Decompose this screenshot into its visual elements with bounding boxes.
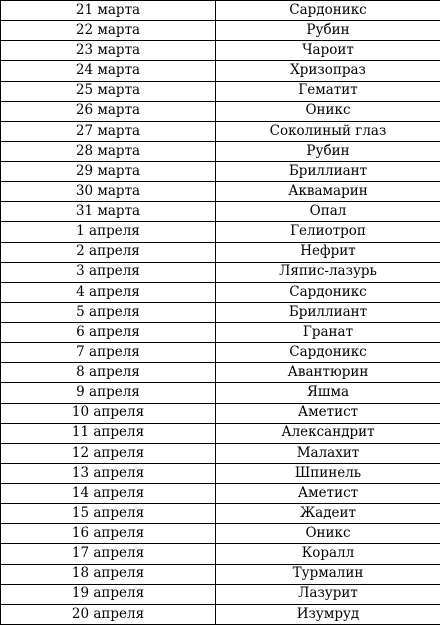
date-cell: 21 марта bbox=[1, 1, 216, 21]
table-row bbox=[1, 1, 440, 21]
date-cell: 14 апреля bbox=[1, 484, 216, 504]
table-row bbox=[1, 423, 440, 443]
table-row bbox=[1, 383, 440, 403]
table-row bbox=[1, 222, 440, 242]
table-row bbox=[1, 323, 440, 343]
stone-cell: Ляпис-лазурь bbox=[216, 262, 440, 282]
date-cell: 23 марта bbox=[1, 41, 216, 61]
table-row bbox=[1, 302, 440, 322]
stone-cell: Бриллиант bbox=[216, 162, 440, 182]
date-cell: 24 марта bbox=[1, 61, 216, 81]
stone-cell: Нефрит bbox=[216, 242, 440, 262]
stone-cell: Шпинель bbox=[216, 463, 440, 483]
table-row bbox=[1, 202, 440, 222]
table-row bbox=[1, 403, 440, 423]
table-row bbox=[1, 484, 440, 504]
stone-cell: Сардоникс bbox=[216, 282, 440, 302]
stone-cell: Аметист bbox=[216, 484, 440, 504]
date-cell: 28 марта bbox=[1, 141, 216, 161]
table-row bbox=[1, 604, 440, 624]
stone-cell: Гелиотроп bbox=[216, 222, 440, 242]
stone-cell: Турмалин bbox=[216, 564, 440, 584]
date-cell: 3 апреля bbox=[1, 262, 216, 282]
stone-cell: Рубин bbox=[216, 21, 440, 41]
table-row bbox=[1, 282, 440, 302]
table-row bbox=[1, 443, 440, 463]
stone-cell: Коралл bbox=[216, 544, 440, 564]
table-row bbox=[1, 41, 440, 61]
table-row bbox=[1, 524, 440, 544]
stone-cell: Опал bbox=[216, 202, 440, 222]
table-row bbox=[1, 343, 440, 363]
table-row bbox=[1, 363, 440, 383]
stone-cell: Соколиный глаз bbox=[216, 121, 440, 141]
stone-cell: Сардоникс bbox=[216, 343, 440, 363]
table-row bbox=[1, 61, 440, 81]
date-cell: 7 апреля bbox=[1, 343, 216, 363]
date-cell: 15 апреля bbox=[1, 504, 216, 524]
date-cell: 16 апреля bbox=[1, 524, 216, 544]
birthstone-table-body bbox=[1, 1, 440, 625]
stone-cell: Авантюрин bbox=[216, 363, 440, 383]
table-row bbox=[1, 162, 440, 182]
date-cell: 19 апреля bbox=[1, 584, 216, 604]
stone-cell: Лазурит bbox=[216, 584, 440, 604]
date-cell: 13 апреля bbox=[1, 463, 216, 483]
table-row bbox=[1, 182, 440, 202]
stone-cell: Аметист bbox=[216, 403, 440, 423]
date-cell: 17 апреля bbox=[1, 544, 216, 564]
date-cell: 27 марта bbox=[1, 121, 216, 141]
date-cell: 1 апреля bbox=[1, 222, 216, 242]
table-row bbox=[1, 584, 440, 604]
stone-cell: Бриллиант bbox=[216, 302, 440, 322]
date-cell: 25 марта bbox=[1, 81, 216, 101]
date-cell: 29 марта bbox=[1, 162, 216, 182]
table-row bbox=[1, 463, 440, 483]
stone-cell: Гематит bbox=[216, 81, 440, 101]
date-cell: 20 апреля bbox=[1, 604, 216, 624]
date-cell: 10 апреля bbox=[1, 403, 216, 423]
stone-cell: Оникс bbox=[216, 524, 440, 544]
stone-cell: Малахит bbox=[216, 443, 440, 463]
date-cell: 12 апреля bbox=[1, 443, 216, 463]
date-cell: 6 апреля bbox=[1, 323, 216, 343]
date-cell: 26 марта bbox=[1, 101, 216, 121]
table-row bbox=[1, 21, 440, 41]
date-cell: 30 марта bbox=[1, 182, 216, 202]
stone-cell: Сардоникс bbox=[216, 1, 440, 21]
date-cell: 11 апреля bbox=[1, 423, 216, 443]
date-cell: 8 апреля bbox=[1, 363, 216, 383]
date-cell: 2 апреля bbox=[1, 242, 216, 262]
stone-cell: Жадеит bbox=[216, 504, 440, 524]
table-row bbox=[1, 564, 440, 584]
table-row bbox=[1, 544, 440, 564]
stone-cell: Чароит bbox=[216, 41, 440, 61]
table-row bbox=[1, 504, 440, 524]
stone-cell: Хризопраз bbox=[216, 61, 440, 81]
date-cell: 5 апреля bbox=[1, 302, 216, 322]
table-row bbox=[1, 242, 440, 262]
table-row bbox=[1, 141, 440, 161]
table-row bbox=[1, 81, 440, 101]
stone-cell: Оникс bbox=[216, 101, 440, 121]
stone-cell: Яшма bbox=[216, 383, 440, 403]
date-cell: 31 марта bbox=[1, 202, 216, 222]
stone-cell: Александрит bbox=[216, 423, 440, 443]
stone-cell: Аквамарин bbox=[216, 182, 440, 202]
date-cell: 22 марта bbox=[1, 21, 216, 41]
stone-cell: Гранат bbox=[216, 323, 440, 343]
table-row bbox=[1, 262, 440, 282]
table-row bbox=[1, 101, 440, 121]
table-row bbox=[1, 121, 440, 141]
date-cell: 9 апреля bbox=[1, 383, 216, 403]
date-cell: 18 апреля bbox=[1, 564, 216, 584]
date-cell: 4 апреля bbox=[1, 282, 216, 302]
stone-cell: Изумруд bbox=[216, 604, 440, 624]
stone-cell: Рубин bbox=[216, 141, 440, 161]
